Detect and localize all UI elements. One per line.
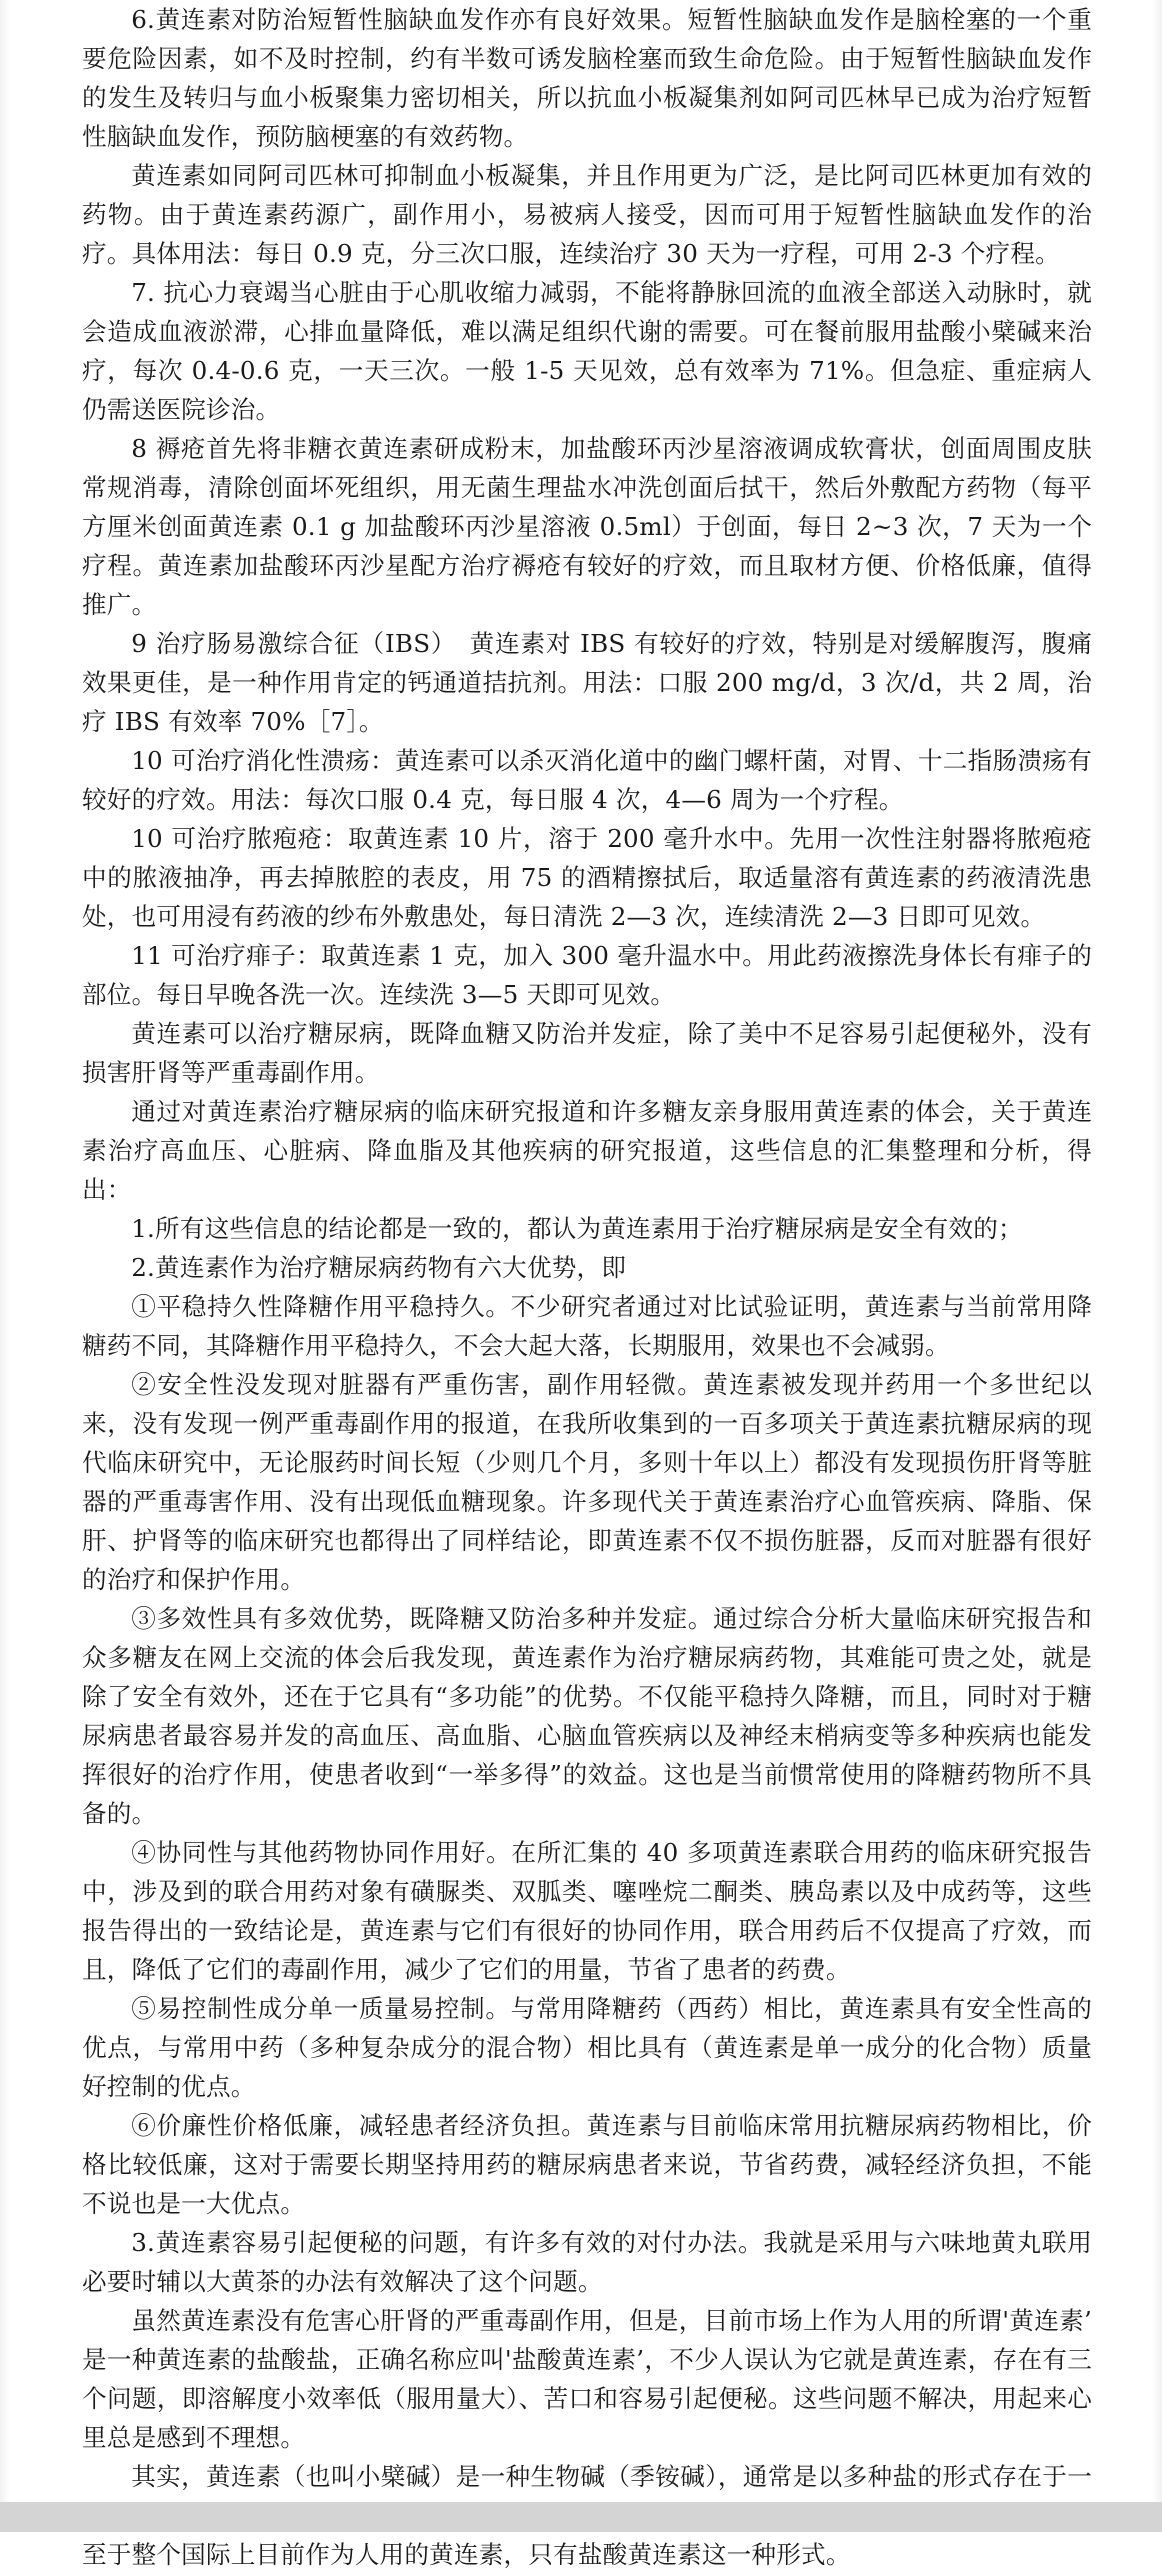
paragraph-ibs: 9 治疗肠易激综合征（IBS） 黄连素对 IBS 有较好的疗效，特别是对缓解腹泻，腹痛效果更佳，是一种作用肯定的钙通道拮抗剂。用法：口服 200 mg/d，3 次/d，共 2 周，治疗 IBS 有效率 70%［7］。 bbox=[82, 629, 1092, 736]
paragraph-berberine-forms: 其实，黄连素（也叫小檗碱）是一种生物碱（季铵碱），通常是以多种盐的形式存在于一 至于整个国际上目前作为人用的黄连素，只有盐酸黄连素这一种形式。 bbox=[82, 2462, 1092, 2569]
page-left-edge bbox=[0, 0, 10, 2502]
paragraph-hydrochloride: 虽然黄连素没有危害心肝肾的严重毒副作用，但是，目前市场上作为人用的所谓'黄连素’ 是一种黄连素的盐酸盐，正确名称应叫'盐酸黄连素’，不少人误认为它就是黄连素，存在有三个问题，即溶解度小效率低（服用量大）、苦口和容易引起便秘。这些问题不解决，用起来心里总是感到不理想。 bbox=[82, 2306, 1117, 2452]
paragraph-advantage-6: ⑥价廉性价格低廉，减轻患者经济负担。黄连素与目前临床常用抗糖尿病药物相比，价格比较低廉，这对于需要长期坚持用药的糖尿病患者来说，节省药费，减轻经济负担，不能不说也是一大优点。 bbox=[82, 2111, 1092, 2218]
paragraph-advantage-5: ⑤易控制性成分单一质量易控制。与常用降糖药（西药）相比，黄连素具有安全性高的优点，与常用中药（多种复杂成分的混合物）相比具有（黄连素是单一成分的化合物）质量好控制的优点。 bbox=[82, 1994, 1092, 2101]
paragraph-tia: 6.黄连素对防治短暂性脑缺血发作亦有良好效果。短暂性脑缺血发作是脑栓塞的一个重要危险因素，如不及时控制，约有半数可诱发脑栓塞而致生命危险。由于短暂性脑缺血发作的发生及转归与血小板聚集力密切相关，所以抗血小板凝集剂如阿司匹林早已成为治疗短暂性脑缺血发作，预防脑梗塞的有效药物。 bbox=[82, 5, 1092, 151]
paragraph-prickly-heat: 11 可治疗痱子：取黄连素 1 克，加入 300 毫升温水中。用此药液擦洗身体长有痱子的部位。每日早晚各洗一次。连续洗 3—5 天即可见效。 bbox=[82, 941, 1092, 1009]
paragraph-advantage-2: ②安全性没发现对脏器有严重伤害，副作用轻微。黄连素被发现并药用一个多世纪以来，没有发现一例严重毒副作用的报道，在我所收集到的一百多项关于黄连素抗糖尿病的现代临床研究中，无论服药时间长短（少则几个月，多则十年以上）都没有发现损伤肝肾等脏器的严重毒害作用、没有出现低血糖现象。许多现代关于黄连素治疗心血管疾病、降脂、保肝、护肾等的临床研究也都得出了同样结论，即黄连素不仅不损伤脏器，反而对脏器有很好的治疗和保护作用。 bbox=[82, 1370, 1092, 1594]
paragraph-ulcer: 10 可治疗消化性溃疡：黄连素可以杀灭消化道中的幽门螺杆菌，对胃、十二指肠溃疡有较好的疗效。用法：每次口服 0.4 克，每日服 4 次，4—6 周为一个疗程。 bbox=[82, 746, 1092, 814]
paragraph-conclusion-2: 2.黄连素作为治疗糖尿病药物有六大优势，即 bbox=[131, 1253, 627, 1282]
page-bottom-band bbox=[0, 2502, 1162, 2532]
paragraph-diabetes-intro: 黄连素可以治疗糖尿病，既降血糖又防治并发症，除了美中不足容易引起便秘外，没有损害肝肾等严重毒副作用。 bbox=[82, 1019, 1092, 1087]
paragraph-constipation: 3.黄连素容易引起便秘的问题，有许多有效的对付办法。我就是采用与六味地黄丸联用必要时辅以大黄茶的办法有效解决了这个问题。 bbox=[82, 2228, 1092, 2296]
document-body bbox=[82, 0, 1117, 2569]
paragraph-tia-usage: 黄连素如同阿司匹林可抑制血小板凝集，并且作用更为广泛，是比阿司匹林更加有效的药物。由于黄连素药源广，副作用小，易被病人接受，因而可用于短暂性脑缺血发作的治疗。具体用法：每日 0.9 克，分三次口服，连续治疗 30 天为一疗程，可用 2-3 个疗程。 bbox=[82, 161, 1092, 268]
paragraph-research-summary: 通过对黄连素治疗糖尿病的临床研究报道和许多糖友亲身服用黄连素的体会，关于黄连素治疗高血压、心脏病、降血脂及其他疾病的研究报道，这些信息的汇集整理和分析，得出： bbox=[82, 1097, 1092, 1204]
paragraph-conclusion-1: 1.所有这些信息的结论都是一致的，都认为黄连素用于治疗糖尿病是安全有效的； bbox=[131, 1214, 1023, 1243]
paragraph-bedsore: 8 褥疮首先将非糖衣黄连素研成粉末，加盐酸环丙沙星溶液调成软膏状，创面周围皮肤常规消毒，清除创面坏死组织，用无菌生理盐水冲洗创面后拭干，然后外敷配方药物（每平方厘米创面黄连素 0.1 g 加盐酸环丙沙星溶液 0.5ml）于创面，每日 2~3 次，7 天为一个疗程。黄连素加盐酸环丙沙星配方治疗褥疮有较好的疗效，而且取材方便、价格低廉，值得推广。 bbox=[82, 434, 1092, 619]
paragraph-advantage-3: ③多效性具有多效优势，既降糖又防治多种并发症。通过综合分析大量临床研究报告和众多糖友在网上交流的体会后我发现，黄连素作为治疗糖尿病药物，其难能可贵之处，就是除了安全有效外，还在于它具有“多功能”的优势。不仅能平稳持久降糖，而且，同时对于糖尿病患者最容易并发的高血压、高血脂、心脑血管疾病以及神经末梢病变等多种疾病也能发挥很好的治疗作用，使患者收到“一举多得”的效益。这也是当前惯常使用的降糖药物所不具备的。 bbox=[82, 1604, 1092, 1828]
paragraph-impetigo: 10 可治疗脓疱疮：取黄连素 10 片，溶于 200 毫升水中。先用一次性注射器将脓疱疮中的脓液抽净，再去掉脓腔的表皮，用 75 的酒精擦拭后，取适量溶有黄连素的药液清洗患处，也可用浸有药液的纱布外敷患处，每日清洗 2—3 次，连续清洗 2—3 日即可见效。 bbox=[82, 824, 1092, 931]
page-right-edge bbox=[1152, 0, 1162, 2502]
paragraph-heart-failure: 7. 抗心力衰竭当心脏由于心肌收缩力减弱，不能将静脉回流的血液全部送入动脉时，就会造成血液淤滞，心排血量降低，难以满足组织代谢的需要。可在餐前服用盐酸小檗碱来治疗，每次 0.4-0.6 克，一天三次。一般 1-5 天见效，总有效率为 71%。但急症、重症病人仍需送医院诊治。 bbox=[82, 278, 1092, 424]
paragraph-advantage-1: ①平稳持久性降糖作用平稳持久。不少研究者通过对比试验证明，黄连素与当前常用降糖药不同，其降糖作用平稳持久，不会大起大落，长期服用，效果也不会减弱。 bbox=[82, 1292, 1092, 1360]
paragraph-advantage-4: ④协同性与其他药物协同作用好。在所汇集的 40 多项黄连素联合用药的临床研究报告中，涉及到的联合用药对象有磺脲类、双胍类、噻唑烷二酮类、胰岛素以及中成药等，这些报告得出的一致结论是，黄连素与它们有很好的协同作用，联合用药后不仅提高了疗效，而且，降低了它们的毒副作用，减少了它们的用量，节省了患者的药费。 bbox=[82, 1838, 1092, 1984]
